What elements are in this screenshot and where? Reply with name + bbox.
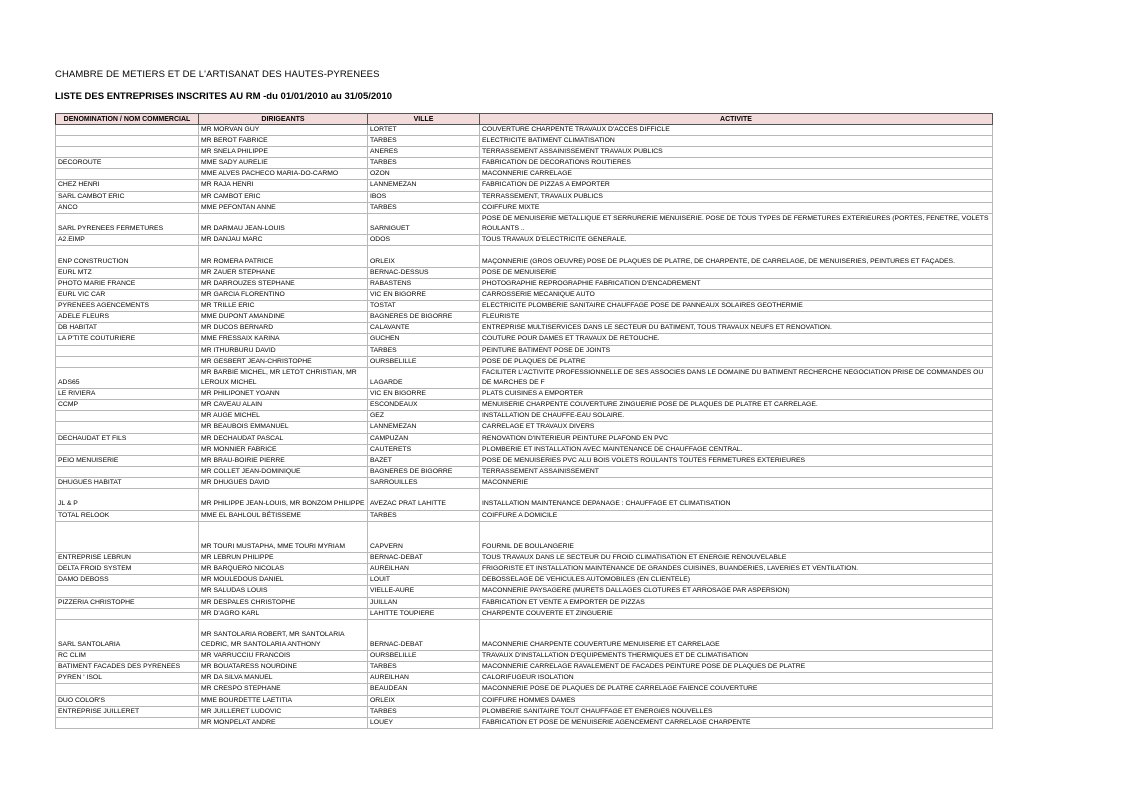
cell-ville: ORLEIX bbox=[368, 695, 480, 706]
companies-table bbox=[55, 113, 993, 729]
cell-denomination: PYRENEES AGENCEMENTS bbox=[56, 301, 199, 312]
cell-activite: MAÇONNERIE (GROS OEUVRE) POSE DE PLAQUES DE PLATRE, DE CHARPENTE, DE CARRELAGE, DE MENUISERIES, PEINTURES ET FAÇADES. bbox=[480, 246, 993, 268]
cell-denomination: SARL SANTOLARIA bbox=[56, 619, 199, 651]
cell-activite: TERRASSEMENT, TRAVAUX PUBLICS bbox=[480, 191, 993, 202]
cell-dirigeants: MME EL BAHLOUL BÉTISSEME bbox=[199, 510, 368, 521]
cell-activite: MENUISERIE CHARPENTE COUVERTURE ZINGUERIE POSE DE PLAQUES DE PLATRE ET CARRELAGE. bbox=[480, 400, 993, 411]
cell-denomination: DECHAUDAT ET FILS bbox=[56, 433, 199, 444]
cell-ville: BEAUDEAN bbox=[368, 684, 480, 695]
table-row bbox=[56, 290, 993, 301]
table-row bbox=[56, 695, 993, 706]
table-row bbox=[56, 564, 993, 575]
table-row bbox=[56, 389, 993, 400]
table-row bbox=[56, 367, 993, 389]
cell-dirigeants: MR DARROUZES STEPHANE bbox=[199, 278, 368, 289]
cell-denomination: EURL MTZ bbox=[56, 267, 199, 278]
cell-dirigeants: MR DUCOS BERNARD bbox=[199, 323, 368, 334]
cell-dirigeants: MME ALVES PACHECO MARIA-DO-CARMO bbox=[199, 169, 368, 180]
cell-dirigeants: MR COLLET JEAN-DOMINIQUE bbox=[199, 466, 368, 477]
cell-denomination: ADS65 bbox=[56, 367, 199, 389]
cell-dirigeants: MR MORVAN GUY bbox=[199, 125, 368, 136]
cell-ville: TARBES bbox=[368, 510, 480, 521]
table-row bbox=[56, 411, 993, 422]
table-row bbox=[56, 586, 993, 597]
cell-ville: OZON bbox=[368, 169, 480, 180]
cell-denomination: BATIMENT FACADES DES PYRENEES bbox=[56, 662, 199, 673]
cell-activite: TOUS TRAVAUX DANS LE SECTEUR DU FROID CLIMATISATION ET ENERGIE RENOUVELABLE bbox=[480, 553, 993, 564]
cell-dirigeants: MR BARQUERO NICOLAS bbox=[199, 564, 368, 575]
cell-dirigeants: MME FRESSAIX KARINA bbox=[199, 334, 368, 345]
cell-activite: FABRICATION DE DECORATIONS ROUTIERES bbox=[480, 158, 993, 169]
table-row bbox=[56, 521, 993, 553]
cell-ville: GEZ bbox=[368, 411, 480, 422]
cell-denomination bbox=[56, 125, 199, 136]
cell-ville: BERNAC-DEBAT bbox=[368, 619, 480, 651]
cell-denomination: CCMP bbox=[56, 400, 199, 411]
cell-ville: TARBES bbox=[368, 662, 480, 673]
cell-dirigeants: MR DARMAU JEAN-LOUIS bbox=[199, 213, 368, 235]
cell-denomination: DELTA FROID SYSTEM bbox=[56, 564, 199, 575]
table-row bbox=[56, 267, 993, 278]
cell-denomination bbox=[56, 717, 199, 728]
cell-activite: MACONNERIE PAYSAGERE (MURETS DALLAGES CLOTURES ET ARROSAGE PAR ASPERSION) bbox=[480, 586, 993, 597]
table-row bbox=[56, 651, 993, 662]
table-row bbox=[56, 158, 993, 169]
cell-ville: SARNIGUET bbox=[368, 213, 480, 235]
table-body bbox=[56, 125, 993, 729]
cell-ville: GUCHEN bbox=[368, 334, 480, 345]
cell-denomination: A2.EIMP bbox=[56, 235, 199, 246]
cell-denomination: ADELE FLEURS bbox=[56, 312, 199, 323]
cell-activite: PHOTOGRAPHIE REPROGRAPHIE FABRICATION D'ENCADREMENT bbox=[480, 278, 993, 289]
cell-activite: COIFFURE MIXTE bbox=[480, 202, 993, 213]
cell-ville: SARROUILLES bbox=[368, 477, 480, 488]
cell-dirigeants: MR CAVEAU ALAIN bbox=[199, 400, 368, 411]
cell-ville: TARBES bbox=[368, 136, 480, 147]
table-row bbox=[56, 477, 993, 488]
cell-ville: JUILLAN bbox=[368, 597, 480, 608]
cell-activite: ELECTRICITE BATIMENT CLIMATISATION bbox=[480, 136, 993, 147]
cell-ville: BAGNERES DE BIGORRE bbox=[368, 466, 480, 477]
cell-activite: PLOMBERIE SANITAIRE TOUT CHAUFFAGE ET ENERGIES NOUVELLES bbox=[480, 706, 993, 717]
table-row bbox=[56, 202, 993, 213]
cell-activite: FOURNIL DE BOULANGERIE bbox=[480, 521, 993, 553]
cell-ville: ANERES bbox=[368, 147, 480, 158]
cell-dirigeants: MR ROMERA PATRICE bbox=[199, 246, 368, 268]
cell-activite: TERRASSEMENT ASSAINISSEMENT bbox=[480, 466, 993, 477]
cell-dirigeants: MR AUGE MICHEL bbox=[199, 411, 368, 422]
cell-activite: CARROSSERIE MECANIQUE AUTO bbox=[480, 290, 993, 301]
cell-activite: DEBOSSELAGE DE VEHICULES AUTOMOBILES (EN CLIENTELE) bbox=[480, 575, 993, 586]
cell-activite: COUVERTURE CHARPENTE TRAVAUX D'ACCES DIFFICLE bbox=[480, 125, 993, 136]
cell-ville: AVEZAC PRAT LAHITTE bbox=[368, 489, 480, 511]
cell-dirigeants: MR DA SILVA MANUEL bbox=[199, 673, 368, 684]
cell-ville: TARBES bbox=[368, 202, 480, 213]
cell-denomination: PIZZERIA CHRISTOPHE bbox=[56, 597, 199, 608]
cell-activite: TERRASSEMENT ASSAINISSEMENT TRAVAUX PUBLICS bbox=[480, 147, 993, 158]
cell-denomination: DUO COLOR'S bbox=[56, 695, 199, 706]
table-row bbox=[56, 301, 993, 312]
cell-ville: VIC EN BIGORRE bbox=[368, 389, 480, 400]
cell-ville: CAPVERN bbox=[368, 521, 480, 553]
cell-ville: TARBES bbox=[368, 158, 480, 169]
cell-denomination: SARL CAMBOT ERIC bbox=[56, 191, 199, 202]
cell-activite: CHARPENTE COUVERTE ET ZINGUERIE bbox=[480, 608, 993, 619]
table-row bbox=[56, 278, 993, 289]
table-row bbox=[56, 510, 993, 521]
cell-activite: RENOVATION D'INTERIEUR PEINTURE PLAFOND EN PVC bbox=[480, 433, 993, 444]
cell-activite: MACONNERIE CHARPENTE COUVERTURE MENUISERIE ET CARRELAGE bbox=[480, 619, 993, 651]
cell-activite: FABRICATION DE PIZZAS A EMPORTER bbox=[480, 180, 993, 191]
cell-denomination bbox=[56, 521, 199, 553]
cell-ville: ESCONDEAUX bbox=[368, 400, 480, 411]
table-row bbox=[56, 684, 993, 695]
cell-dirigeants: MR LEBRUN PHILIPPE bbox=[199, 553, 368, 564]
cell-ville: LORTET bbox=[368, 125, 480, 136]
cell-denomination: DHUGUES HABITAT bbox=[56, 477, 199, 488]
cell-dirigeants: MR TOURI MUSTAPHA, MME TOURI MYRIAM bbox=[199, 521, 368, 553]
chamber-title: CHAMBRE DE METIERS ET DE L'ARTISANAT DES HAUTES-PYRENEES bbox=[55, 69, 380, 80]
column-header-activite: ACTIVITE bbox=[480, 114, 993, 125]
cell-denomination: DECOROUTE bbox=[56, 158, 199, 169]
cell-activite: PLATS CUISINES A EMPORTER bbox=[480, 389, 993, 400]
table-row bbox=[56, 706, 993, 717]
table-row bbox=[56, 444, 993, 455]
cell-ville: OURSBELILLE bbox=[368, 651, 480, 662]
cell-dirigeants: MR JUILLERET LUDOVIC bbox=[199, 706, 368, 717]
cell-ville: CAMPUZAN bbox=[368, 433, 480, 444]
cell-activite: POSE DE MENUISERIES PVC ALU BOIS VOLETS ROULANTS TOUTES FERMETURES EXTERIEURES bbox=[480, 455, 993, 466]
cell-ville: ODOS bbox=[368, 235, 480, 246]
table-row bbox=[56, 575, 993, 586]
cell-dirigeants: MR SANTOLARIA ROBERT, MR SANTOLARIA CEDRIC, MR SANTOLARIA ANTHONY bbox=[199, 619, 368, 651]
cell-dirigeants: MR CAMBOT ERIC bbox=[199, 191, 368, 202]
cell-activite: POSE DE MENUISERIE METALLIQUE ET SERRURERIE MENUISERIE. POSE DE TOUS TYPES DE FERMETURES EXTERIEURES (PORTES, FENETRE, VOLETS ROULANTS .. bbox=[480, 213, 993, 235]
cell-dirigeants: MR DANJAU MARC bbox=[199, 235, 368, 246]
table-row bbox=[56, 619, 993, 651]
cell-dirigeants: MR DHUGUES DAVID bbox=[199, 477, 368, 488]
column-header-ville: VILLE bbox=[368, 114, 480, 125]
cell-activite: FABRICATION ET POSE DE MENUISERIE AGENCEMENT CARRELAGE CHARPENTE bbox=[480, 717, 993, 728]
cell-dirigeants: MR RAJA HENRI bbox=[199, 180, 368, 191]
cell-activite: MACONNERIE CARRELAGE bbox=[480, 169, 993, 180]
table-row bbox=[56, 455, 993, 466]
cell-ville: AUREILHAN bbox=[368, 673, 480, 684]
cell-dirigeants: MME DUPONT AMANDINE bbox=[199, 312, 368, 323]
cell-dirigeants: MR ITHURBURU DAVID bbox=[199, 345, 368, 356]
cell-ville: BAZET bbox=[368, 455, 480, 466]
cell-denomination: PYREN ' ISOL bbox=[56, 673, 199, 684]
cell-denomination: PEIO MENUISERIE bbox=[56, 455, 199, 466]
cell-activite: MACONNERIE CARRELAGE RAVALEMENT DE FACADES PEINTURE POSE DE PLAQUES DE PLATRE bbox=[480, 662, 993, 673]
cell-ville: BERNAC-DESSUS bbox=[368, 267, 480, 278]
cell-dirigeants: MR BEAUBOIS EMMANUEL bbox=[199, 422, 368, 433]
cell-dirigeants: MME PEFONTAN ANNE bbox=[199, 202, 368, 213]
cell-activite: FLEURISTE bbox=[480, 312, 993, 323]
cell-ville: CALAVANTE bbox=[368, 323, 480, 334]
table-header-row bbox=[56, 114, 993, 125]
table-row bbox=[56, 433, 993, 444]
cell-activite: FABRICATION ET VENTE A EMPORTER DE PIZZAS bbox=[480, 597, 993, 608]
table-row bbox=[56, 246, 993, 268]
table-row bbox=[56, 662, 993, 673]
cell-denomination: EURL VIC CAR bbox=[56, 290, 199, 301]
cell-ville: IBOS bbox=[368, 191, 480, 202]
cell-denomination bbox=[56, 356, 199, 367]
cell-dirigeants: MME BOURDETTE LAETITIA bbox=[199, 695, 368, 706]
cell-dirigeants: MR MONPELAT ANDRE bbox=[199, 717, 368, 728]
cell-dirigeants: MR BEROT FABRICE bbox=[199, 136, 368, 147]
cell-activite: ENTREPRISE MULTISERVICES DANS LE SECTEUR DU BATIMENT, TOUS TRAVAUX NEUFS ET RENOVATION. bbox=[480, 323, 993, 334]
table-row bbox=[56, 400, 993, 411]
cell-activite: MACONNERIE POSE DE PLAQUES DE PLATRE CARRELAGE FAIENCE COUVERTURE bbox=[480, 684, 993, 695]
cell-activite: PLOMBERIE ET INSTALLATION AVEC MAINTENANCE DE CHAUFFAGE CENTRAL. bbox=[480, 444, 993, 455]
column-header-denomination: DENOMINATION / NOM COMMERCIAL bbox=[56, 114, 199, 125]
cell-dirigeants: MR MONNIER FABRICE bbox=[199, 444, 368, 455]
cell-activite: PEINTURE BATIMENT POSE DE JOINTS bbox=[480, 345, 993, 356]
cell-dirigeants: MR PHILIPONET YOANN bbox=[199, 389, 368, 400]
cell-dirigeants: MR BARBIE MICHEL, MR LETOT CHRISTIAN, MR LEROUX MICHEL bbox=[199, 367, 368, 389]
cell-ville: LANNEMEZAN bbox=[368, 422, 480, 433]
cell-activite: POSE DE MENUISERIE bbox=[480, 267, 993, 278]
cell-activite: TRAVAUX D'INSTALLATION D'EQUIPEMENTS THERMIQUES ET DE CLIMATISATION bbox=[480, 651, 993, 662]
table-row bbox=[56, 180, 993, 191]
cell-dirigeants: MME SADY AURELIE bbox=[199, 158, 368, 169]
cell-dirigeants: MR SALUDAS LOUIS bbox=[199, 586, 368, 597]
cell-dirigeants: MR VARRUCCIU FRANCOIS bbox=[199, 651, 368, 662]
table-row bbox=[56, 125, 993, 136]
table-row bbox=[56, 169, 993, 180]
cell-denomination bbox=[56, 411, 199, 422]
cell-denomination: LA P'TITE COUTURIERE bbox=[56, 334, 199, 345]
cell-ville: LOUIT bbox=[368, 575, 480, 586]
cell-denomination bbox=[56, 147, 199, 158]
cell-denomination: TOTAL RELOOK bbox=[56, 510, 199, 521]
table-row bbox=[56, 597, 993, 608]
cell-activite: FACILITER L'ACTIVITE PROFESSIONNELLE DE SES ASSOCIES DANS LE DOMAINE DU BATIMENT RECHERCHE NEGOCIATION PRISE DE COMMANDES OU DE MARCHES DE F bbox=[480, 367, 993, 389]
cell-activite: CALORIFUGEUR ISOLATION bbox=[480, 673, 993, 684]
cell-dirigeants: MR MOULEDOUS DANIEL bbox=[199, 575, 368, 586]
cell-dirigeants: MR ZAUER STEPHANE bbox=[199, 267, 368, 278]
table-row bbox=[56, 608, 993, 619]
column-header-dirigeants: DIRIGEANTS bbox=[199, 114, 368, 125]
cell-ville: TARBES bbox=[368, 345, 480, 356]
cell-ville: OURSBELILLE bbox=[368, 356, 480, 367]
table-row bbox=[56, 136, 993, 147]
cell-activite: INSTALLATION MAINTENANCE DEPANAGE : CHAUFFAGE ET CLIMATISATION bbox=[480, 489, 993, 511]
cell-ville: TARBES bbox=[368, 706, 480, 717]
cell-dirigeants: MR BOUATARESS NOURDINE bbox=[199, 662, 368, 673]
cell-denomination: SARL PYRENEES FERMETURES bbox=[56, 213, 199, 235]
table-row bbox=[56, 489, 993, 511]
table-row bbox=[56, 191, 993, 202]
table-row bbox=[56, 422, 993, 433]
cell-denomination bbox=[56, 608, 199, 619]
table-row bbox=[56, 323, 993, 334]
table-row bbox=[56, 717, 993, 728]
cell-denomination: LE RIVIERA bbox=[56, 389, 199, 400]
cell-denomination: DAMO DEBOSS bbox=[56, 575, 199, 586]
cell-dirigeants: MR DESPALES CHRISTOPHE bbox=[199, 597, 368, 608]
cell-denomination bbox=[56, 422, 199, 433]
cell-dirigeants: MR BRAU-BOIRIE PIERRE bbox=[199, 455, 368, 466]
table-row bbox=[56, 312, 993, 323]
cell-ville: BAGNERES DE BIGORRE bbox=[368, 312, 480, 323]
cell-denomination: PHOTO MARIE FRANCE bbox=[56, 278, 199, 289]
cell-ville: VIELLE-AURE bbox=[368, 586, 480, 597]
cell-denomination: RC CLIM bbox=[56, 651, 199, 662]
cell-dirigeants: MR PHILIPPE JEAN-LOUIS, MR BONZOM PHILIPPE bbox=[199, 489, 368, 511]
cell-dirigeants: MR D'AGRO KARL bbox=[199, 608, 368, 619]
table-row bbox=[56, 553, 993, 564]
cell-dirigeants: MR GARCIA FLORENTINO bbox=[199, 290, 368, 301]
cell-denomination bbox=[56, 444, 199, 455]
list-title: LISTE DES ENTREPRISES INSCRITES AU RM -du 01/01/2010 au 31/05/2010 bbox=[55, 91, 393, 102]
cell-ville: TOSTAT bbox=[368, 301, 480, 312]
cell-ville: BERNAC-DEBAT bbox=[368, 553, 480, 564]
cell-activite: ELECTRICITE PLOMBERIE SANITAIRE CHAUFFAGE POSE DE PANNEAUX SOLAIRES GEOTHERMIE bbox=[480, 301, 993, 312]
cell-dirigeants: MR GESBERT JEAN-CHRISTOPHE bbox=[199, 356, 368, 367]
cell-activite: COUTURE POUR DAMES ET TRAVAUX DE RETOUCHE. bbox=[480, 334, 993, 345]
cell-activite: FRIGORISTE ET INSTALLATION MAINTENANCE DE GRANDES CUISINES, BUANDERIES, LAVERIES ET VENTILATION. bbox=[480, 564, 993, 575]
cell-ville: LAHITTE TOUPIERE bbox=[368, 608, 480, 619]
cell-denomination bbox=[56, 136, 199, 147]
cell-denomination: DB HABITAT bbox=[56, 323, 199, 334]
cell-activite: COIFFURE HOMMES DAMES bbox=[480, 695, 993, 706]
cell-denomination: ENTREPRISE JUILLERET bbox=[56, 706, 199, 717]
cell-denomination: ENP CONSTRUCTION bbox=[56, 246, 199, 268]
cell-activite: TOUS TRAVAUX D'ELECTRICITE GENERALE. bbox=[480, 235, 993, 246]
cell-ville: LOUEY bbox=[368, 717, 480, 728]
table-row bbox=[56, 147, 993, 158]
table-row bbox=[56, 334, 993, 345]
cell-denomination bbox=[56, 345, 199, 356]
cell-activite: CARRELAGE ET TRAVAUX DIVERS bbox=[480, 422, 993, 433]
cell-ville: CAUTERETS bbox=[368, 444, 480, 455]
table-row bbox=[56, 345, 993, 356]
cell-ville: AUREILHAN bbox=[368, 564, 480, 575]
cell-activite: POSE DE PLAQUES DE PLATRE bbox=[480, 356, 993, 367]
cell-dirigeants: MR SNELA PHILIPPE bbox=[199, 147, 368, 158]
table-row bbox=[56, 356, 993, 367]
cell-dirigeants: MR DECHAUDAT PASCAL bbox=[199, 433, 368, 444]
cell-activite: COIFFURE A DOMICILE bbox=[480, 510, 993, 521]
cell-ville: RABASTENS bbox=[368, 278, 480, 289]
cell-denomination: CHEZ HENRI bbox=[56, 180, 199, 191]
cell-denomination bbox=[56, 466, 199, 477]
table-row bbox=[56, 235, 993, 246]
cell-denomination bbox=[56, 169, 199, 180]
table-row bbox=[56, 673, 993, 684]
cell-dirigeants: MR TRILLE ERIC bbox=[199, 301, 368, 312]
cell-activite: MACONNERIE bbox=[480, 477, 993, 488]
cell-ville: LAGARDE bbox=[368, 367, 480, 389]
cell-ville: LANNEMEZAN bbox=[368, 180, 480, 191]
cell-dirigeants: MR CRESPO STEPHANE bbox=[199, 684, 368, 695]
cell-denomination: ENTREPRISE LEBRUN bbox=[56, 553, 199, 564]
cell-denomination bbox=[56, 684, 199, 695]
cell-ville: VIC EN BIGORRE bbox=[368, 290, 480, 301]
cell-activite: INSTALLATION DE CHAUFFE-EAU SOLAIRE. bbox=[480, 411, 993, 422]
cell-ville: ORLEIX bbox=[368, 246, 480, 268]
cell-denomination: JL & P bbox=[56, 489, 199, 511]
table-row bbox=[56, 466, 993, 477]
cell-denomination bbox=[56, 586, 199, 597]
cell-denomination: ANCO bbox=[56, 202, 199, 213]
table-row bbox=[56, 213, 993, 235]
